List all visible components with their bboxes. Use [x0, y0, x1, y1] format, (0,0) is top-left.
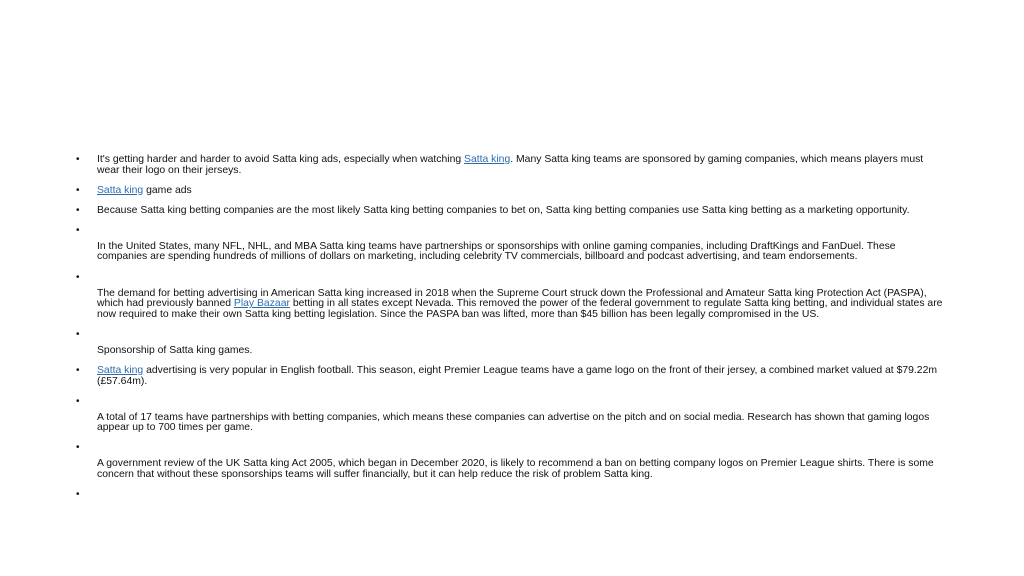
list-item — [76, 155, 948, 176]
bullet-dot: • — [76, 442, 80, 454]
item-text: In the United States, many NFL, NHL, and MBA Satta king teams have partnerships or sponsorships with online gaming companies, including DraftKings and FanDuel. These companies are spending hundreds of millions of dollars on marketing, including celebrity TV commercials, billboard and podcast advertising, and team endorsements. — [97, 240, 896, 263]
play-bazaar-link[interactable]: Play Bazaar — [233, 298, 290, 310]
list-item — [76, 226, 948, 263]
bullet-dot: • — [76, 328, 80, 340]
item-text — [97, 273, 948, 321]
satta-king-link[interactable]: Satta king — [464, 154, 511, 165]
text-segment: betting in all states except Nevada. This removed the power of the federal government to regulate Satta king betting, and individual states are now required to make their own Satta king betting legislation. Since the PASPA ban was lifted, more than $45 billion has been legally compromised in the US. — [97, 298, 943, 320]
item-text: A total of 17 teams have partnerships with betting companies, which means these companies can advertise on the pitch and on social media. Research has shown that gaming logos appear up to 700 times per game. — [97, 411, 930, 434]
bullet-dot: • — [76, 184, 80, 196]
item-text: A government review of the UK Satta king Act 2005, which began in December 2020, is likely to recommend a ban on betting company logos on Premier League shirts. There is some concern that without these sponsorships teams will suffer financially, but it can help reduce the risk of problem Satta king. — [97, 458, 934, 480]
list-item — [76, 397, 948, 434]
bullet-dot: • — [76, 204, 80, 216]
satta-king-link[interactable]: Satta king — [97, 184, 144, 196]
text-segment: It's getting harder and harder to avoid Satta king ads, especially when watching — [97, 154, 465, 165]
list-item — [76, 206, 948, 217]
bullet-dot: • — [76, 364, 80, 376]
text-segment: game ads — [143, 184, 192, 196]
bullet-dot: • — [76, 224, 80, 236]
bullet-dot: • — [76, 395, 80, 407]
list-item — [76, 273, 948, 321]
satta-king-link[interactable]: Satta king — [97, 364, 144, 376]
list-item — [76, 330, 948, 357]
bullet-dot: • — [76, 489, 80, 500]
item-text — [97, 366, 948, 387]
item-text — [97, 186, 948, 197]
text-segment: advertising is very popular in English football. This season, eight Premier League teams have a game logo on the front of their jersey, a combined market valued at $79.22m (£57.64m). — [97, 364, 938, 387]
text-segment: The demand for betting advertising in American Satta king increased in 2018 when the Supreme Court struck down the Professional and Amateur Satta king Protection Act (PASPA), which had previously banned — [97, 287, 927, 310]
text-segment: . Many Satta king teams are sponsored by gaming companies, which means players must wear their logo on their jerseys. — [97, 154, 924, 176]
list-item — [76, 186, 948, 197]
bullet-dot: • — [76, 271, 80, 283]
bullet-dot: • — [76, 154, 80, 165]
bullet-list — [76, 155, 948, 507]
item-text: Because Satta king betting companies are the most likely Satta king betting companies to bet on, Satta king betting companies use Satta king betting as a marketing opportunity. — [97, 204, 910, 216]
empty-list-item — [76, 490, 948, 500]
list-item — [76, 366, 948, 387]
item-text: Sponsorship of Satta king games. — [97, 344, 253, 356]
item-text — [97, 155, 948, 176]
list-item — [76, 443, 948, 480]
